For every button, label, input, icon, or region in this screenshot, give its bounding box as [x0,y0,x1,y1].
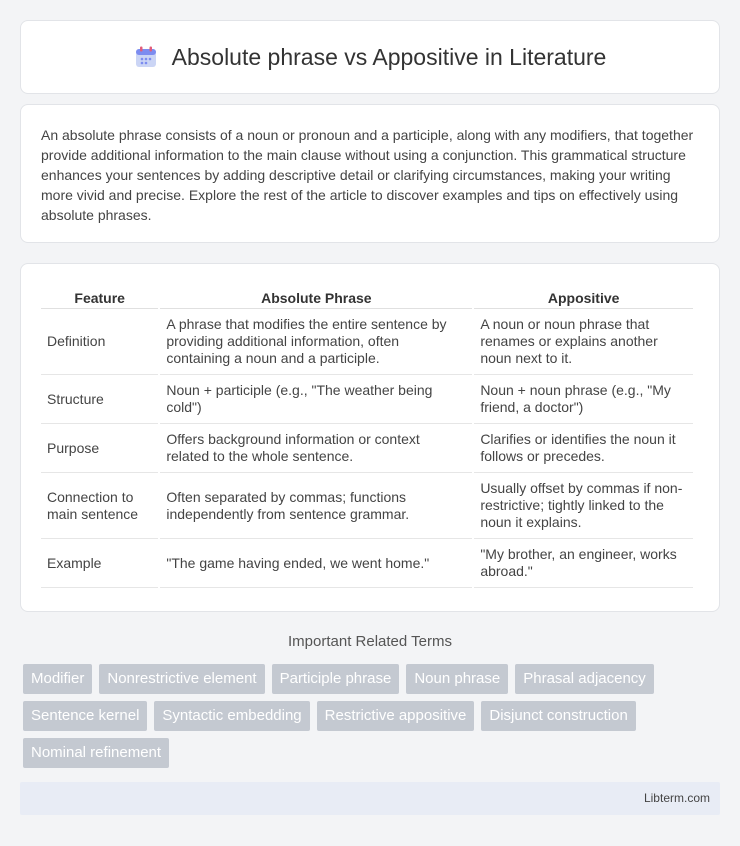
table-row [41,539,693,588]
footer-link[interactable]: Libterm.com [643,791,710,805]
appositive-cell: Usually offset by commas if non-restrictive; tightly linked to the noun it explains. [474,473,693,539]
related-terms-title: Important Related Terms [288,633,452,650]
appositive-cell: Clarifies or identifies the noun it follows or precedes. [474,424,693,473]
intro-text: An absolute phrase consists of a noun or pronoun and a participle, along with any modifiers, that together provide additional information to the main clause without using a conjunction. This grammatical structure enhances your sentences by adding descriptive detail or clarifying circumstances, making your writing more vivid and precise. Explore the rest of the article to discover examples and tips on effectively using absolute phrases. [41,127,694,223]
comparison-card [20,263,720,612]
feature-cell: Purpose [41,424,158,473]
term-tag[interactable]: Noun phrase [406,664,508,694]
absolute-cell: Noun + participle (e.g., "The weather being cold") [160,375,472,424]
feature-cell: Structure [41,375,158,424]
absolute-cell: A phrase that modifies the entire sentence by providing additional information, often containing a noun and a participle. [160,309,472,375]
table-row [41,309,693,375]
feature-cell: Connection to main sentence [41,473,158,539]
appositive-cell: A noun or noun phrase that renames or explains another noun next to it. [474,309,693,375]
term-tag[interactable]: Participle phrase [272,664,400,694]
appositive-cell: "My brother, an engineer, works abroad." [474,539,693,588]
related-terms-list [23,664,703,775]
absolute-cell: Offers background information or context related to the whole sentence. [160,424,472,473]
term-tag[interactable]: Restrictive appositive [317,701,475,731]
comparison-table [39,284,695,588]
table-row [41,424,693,473]
page-title: Absolute phrase vs Appositive in Literature [171,43,607,70]
term-tag[interactable]: Modifier [23,664,92,694]
header-feature: Feature [41,284,158,309]
absolute-cell: Often separated by commas; functions independently from sentence grammar. [160,473,472,539]
absolute-cell: "The game having ended, we went home." [160,539,472,588]
term-tag[interactable]: Nonrestrictive element [99,664,264,694]
term-tag[interactable]: Syntactic embedding [154,701,309,731]
header-appositive: Appositive [474,284,693,309]
header-absolute-phrase: Absolute Phrase [160,284,472,309]
table-row [41,375,693,424]
term-tag[interactable]: Disjunct construction [481,701,635,731]
calendar-icon [134,45,158,69]
title-card [20,20,720,94]
term-tag[interactable]: Sentence kernel [23,701,147,731]
term-tag[interactable]: Phrasal adjacency [515,664,654,694]
table-header-row [41,284,693,309]
appositive-cell: Noun + noun phrase (e.g., "My friend, a doctor") [474,375,693,424]
table-row [41,473,693,539]
term-tag[interactable]: Nominal refinement [23,738,169,768]
feature-cell: Example [41,539,158,588]
footer [20,782,720,815]
intro-card [20,104,720,243]
feature-cell: Definition [41,309,158,375]
